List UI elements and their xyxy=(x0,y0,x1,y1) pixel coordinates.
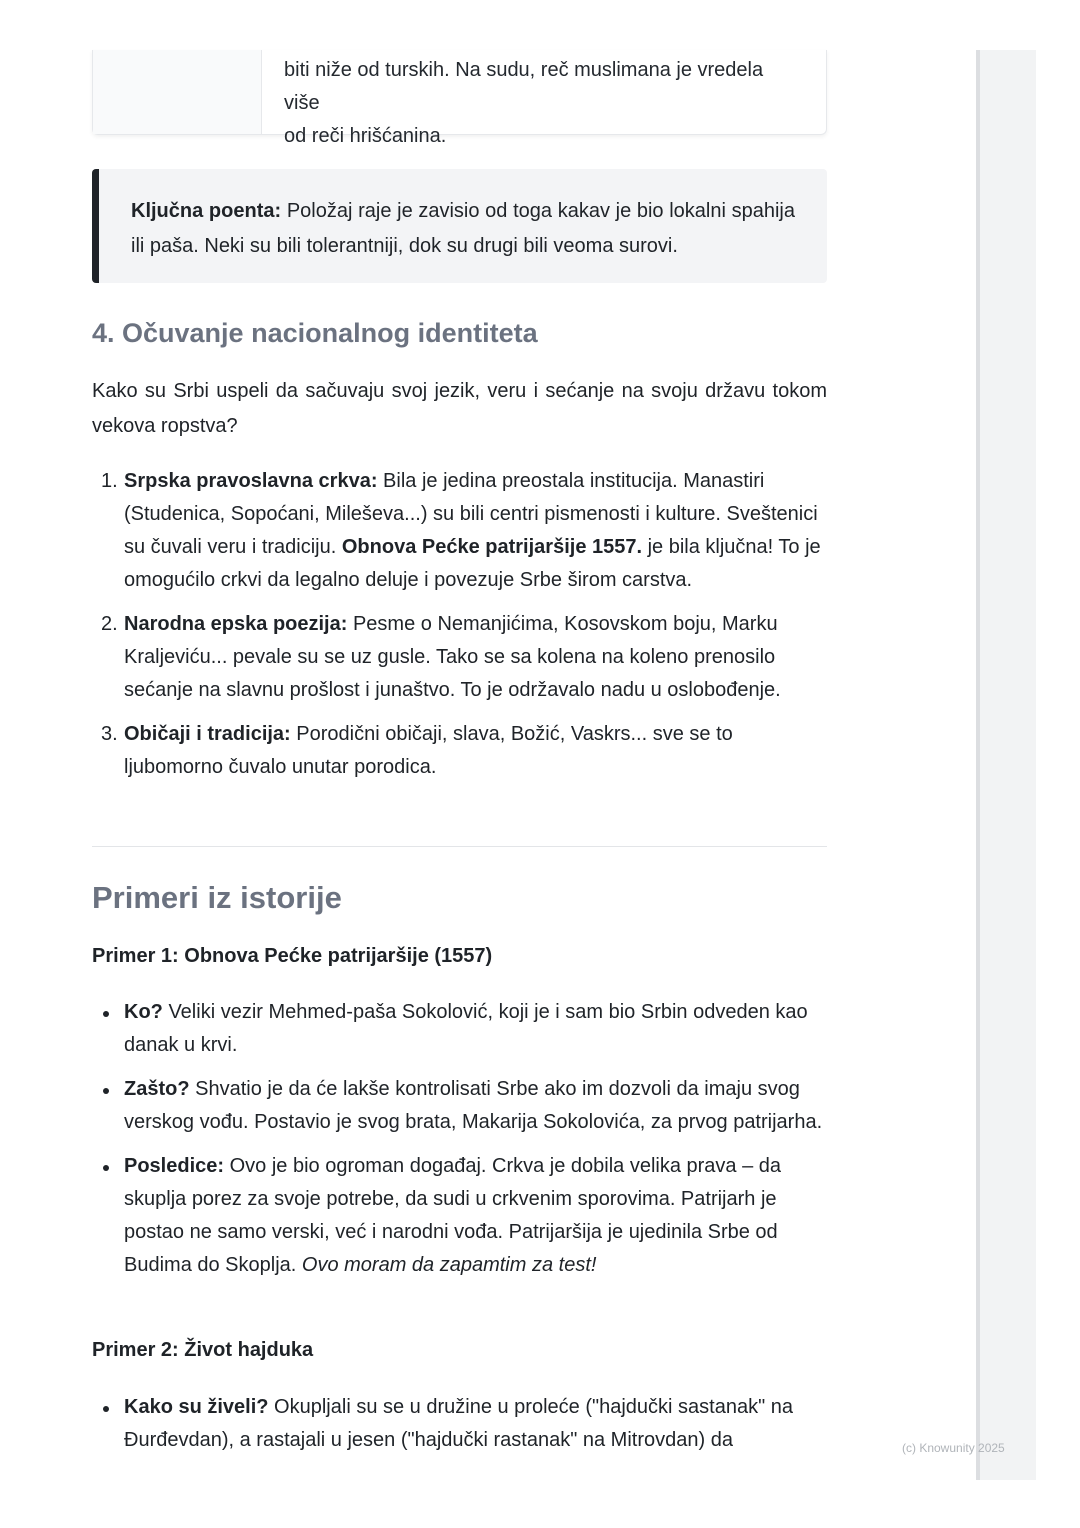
example-title: Primer 1: Obnova Pećke patrijaršije (1557) xyxy=(92,945,493,967)
bullet-item xyxy=(92,996,827,1062)
bullet-icon xyxy=(103,1088,109,1094)
divider xyxy=(92,846,827,847)
bullet-label: Posledice: xyxy=(124,1155,225,1177)
list-item xyxy=(92,608,827,707)
callout-text: Položaj raje je zavisio od toga kakav je bio lokalni spahija ili paša. Neki su bili tolerantniji, dok su drugi bili veoma surovi. xyxy=(131,200,795,257)
bullet-text: Ovo je bio ogroman događaj. Crkva je dobila velika prava – da skuplja porez za svoje potrebe, da sudi u crkvenim sporovima. Patrijarh je postao ne samo verski, već i narodni vođa. Patrijaršija je ujedinila Srbe od Budima do Skoplja. xyxy=(124,1155,782,1276)
table-cell-left xyxy=(93,50,262,134)
list-item-title: Srpska pravoslavna crkva: xyxy=(124,470,378,492)
table-cell-right xyxy=(262,50,826,147)
list-item-emphasis: Obnova Pećke patrijaršije 1557. xyxy=(341,536,643,558)
bullet-icon xyxy=(103,1011,109,1017)
bullet-item xyxy=(92,1150,827,1282)
list-item-title: Narodna epska poezija: xyxy=(124,613,348,635)
section-intro: Kako su Srbi uspeli da sačuvaju svoj jezik, veru i sećanje na svoju državu tokom vekova ropstva? xyxy=(92,380,827,437)
bullet-text: Shvatio je da će lakše kontrolisati Srbe ako im dozvoli da imaju svog verskog vođu. Postavio je svog brata, Makarija Sokolovića, za prvog patrijarha. xyxy=(124,1078,823,1133)
list-item-title: Običaji i tradicija: xyxy=(124,723,291,745)
list-item-text: Pesme o Nemanjićima, Kosovskom boju, Marku Kraljeviću... pevale su se uz gusle. Tako se sa kolena na koleno prenosilo sećanje na slavnu prošlost i junaštvo. To je održavalo nadu u oslobođenje. xyxy=(124,613,781,701)
list-item xyxy=(92,465,827,597)
bullet-label: Kako su živeli? xyxy=(124,1396,269,1418)
watermark: (c) Knowunity 2025 xyxy=(902,1441,1005,1455)
example-title: Primer 2: Život hajduka xyxy=(92,1339,314,1361)
bullet-item xyxy=(92,1073,827,1139)
bullet-text: Okupljali su se u družine u proleće ("hajdučki sastanak" na Đurđevdan), a rastajali u jesen ("hajdučki rastanak" na Mitrovdan) da xyxy=(124,1396,793,1451)
bullet-list xyxy=(92,996,827,1293)
list-item-text: Bila je jedina preostala institucija. Manastiri (Studenica, Sopoćani, Mileševa...) su bili centri pismenosti i kulture. Sveštenici su čuvali veru i tradiciju. xyxy=(124,470,818,558)
bullet-label: Ko? xyxy=(124,1001,163,1023)
bullet-icon xyxy=(103,1406,109,1412)
bullet-italic-note: Ovo moram da zapamtim za test! xyxy=(301,1254,597,1276)
bullet-label: Zašto? xyxy=(124,1078,190,1100)
bullet-icon xyxy=(103,1165,109,1171)
list-item-text: Porodični običaji, slava, Božić, Vaskrs... sve se to ljubomorno čuvalo unutar porodica. xyxy=(124,723,733,778)
list-number: 3. xyxy=(101,723,118,745)
bullet-list xyxy=(92,1391,827,1468)
section-heading: 4. Očuvanje nacionalnog identiteta xyxy=(92,318,538,348)
list-item xyxy=(92,718,827,784)
list-number: 1. xyxy=(101,470,118,492)
numbered-list xyxy=(92,465,827,795)
table-cell-line: biti niže od turskih. Na sudu, reč muslimana je vredela više xyxy=(284,59,764,114)
list-item-text: je bila ključna! To je omogućilo crkvi da legalno deluje i povezuje Srbe širom carstva. xyxy=(124,536,821,591)
list-number: 2. xyxy=(101,613,118,635)
bullet-item xyxy=(92,1391,827,1457)
examples-heading: Primeri iz istorije xyxy=(92,880,342,915)
table-fragment xyxy=(92,50,827,147)
table-cell-line: od reči hrišćanina. xyxy=(284,125,447,147)
right-sidebar-rail xyxy=(976,50,1036,1480)
bullet-text: Veliki vezir Mehmed-paša Sokolović, koji je i sam bio Srbin odveden kao danak u krvi. xyxy=(124,1001,808,1056)
callout-label: Ključna poenta: xyxy=(131,200,282,222)
key-point-callout xyxy=(92,169,827,283)
